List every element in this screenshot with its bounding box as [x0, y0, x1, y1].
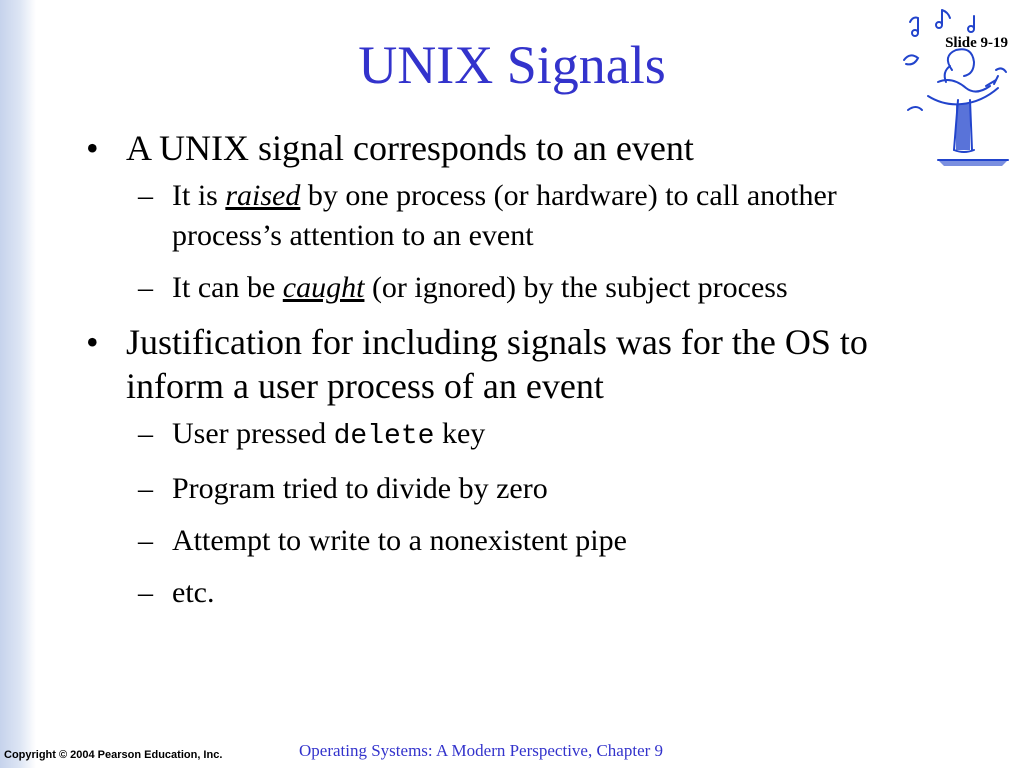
left-gradient-bar: [0, 0, 36, 768]
copyright-notice: Copyright © 2004 Pearson Education, Inc.: [4, 749, 223, 761]
code-term: delete: [333, 421, 435, 452]
slide-number: Slide 9-19: [945, 35, 1008, 51]
sub-bullet-text-after: key: [434, 417, 486, 450]
footer-chapter-title: Operating Systems: A Modern Perspective, Chapter 9: [299, 741, 664, 760]
dash-symbol: –: [138, 524, 153, 557]
sub-bullet-item: [86, 521, 946, 561]
dash-symbol: –: [138, 472, 153, 505]
emphasized-term: raised: [225, 179, 301, 212]
bullet-symbol: •: [86, 128, 99, 168]
sub-bullet-text-after: by one process (or hardware) to call another process’s attention to an event: [172, 179, 837, 252]
sub-bullet-text: etc.: [172, 576, 215, 609]
bullet-symbol: •: [86, 322, 99, 362]
dash-symbol: –: [138, 417, 153, 450]
slide-title: UNIX Signals: [358, 35, 666, 95]
sub-bullet-item: [86, 268, 946, 308]
bullet-item: [86, 320, 946, 408]
sub-bullet-text-before: It can be: [172, 271, 283, 304]
dash-symbol: –: [138, 271, 153, 304]
bullet-item: [86, 126, 946, 170]
bullet-text: Justification for including signals was for the OS to inform a user process of an event: [126, 322, 868, 406]
sub-bullet-text: Program tried to divide by zero: [172, 472, 548, 505]
sub-bullet-item: [86, 469, 946, 509]
sub-bullet-text-before: User pressed: [172, 417, 334, 450]
sub-bullet-text-before: It is: [172, 179, 226, 212]
bullet-list: [86, 126, 946, 625]
dash-symbol: –: [138, 576, 153, 609]
sub-bullet-text-after: (or ignored) by the subject process: [364, 271, 788, 304]
dash-symbol: –: [138, 179, 153, 212]
bullet-text: A UNIX signal corresponds to an event: [126, 128, 694, 168]
sub-bullet-item: [86, 414, 946, 457]
sub-bullet-item: [86, 573, 946, 613]
sub-bullet-item: [86, 176, 946, 256]
sub-bullet-text: Attempt to write to a nonexistent pipe: [172, 524, 627, 557]
emphasized-term: caught: [282, 271, 365, 304]
